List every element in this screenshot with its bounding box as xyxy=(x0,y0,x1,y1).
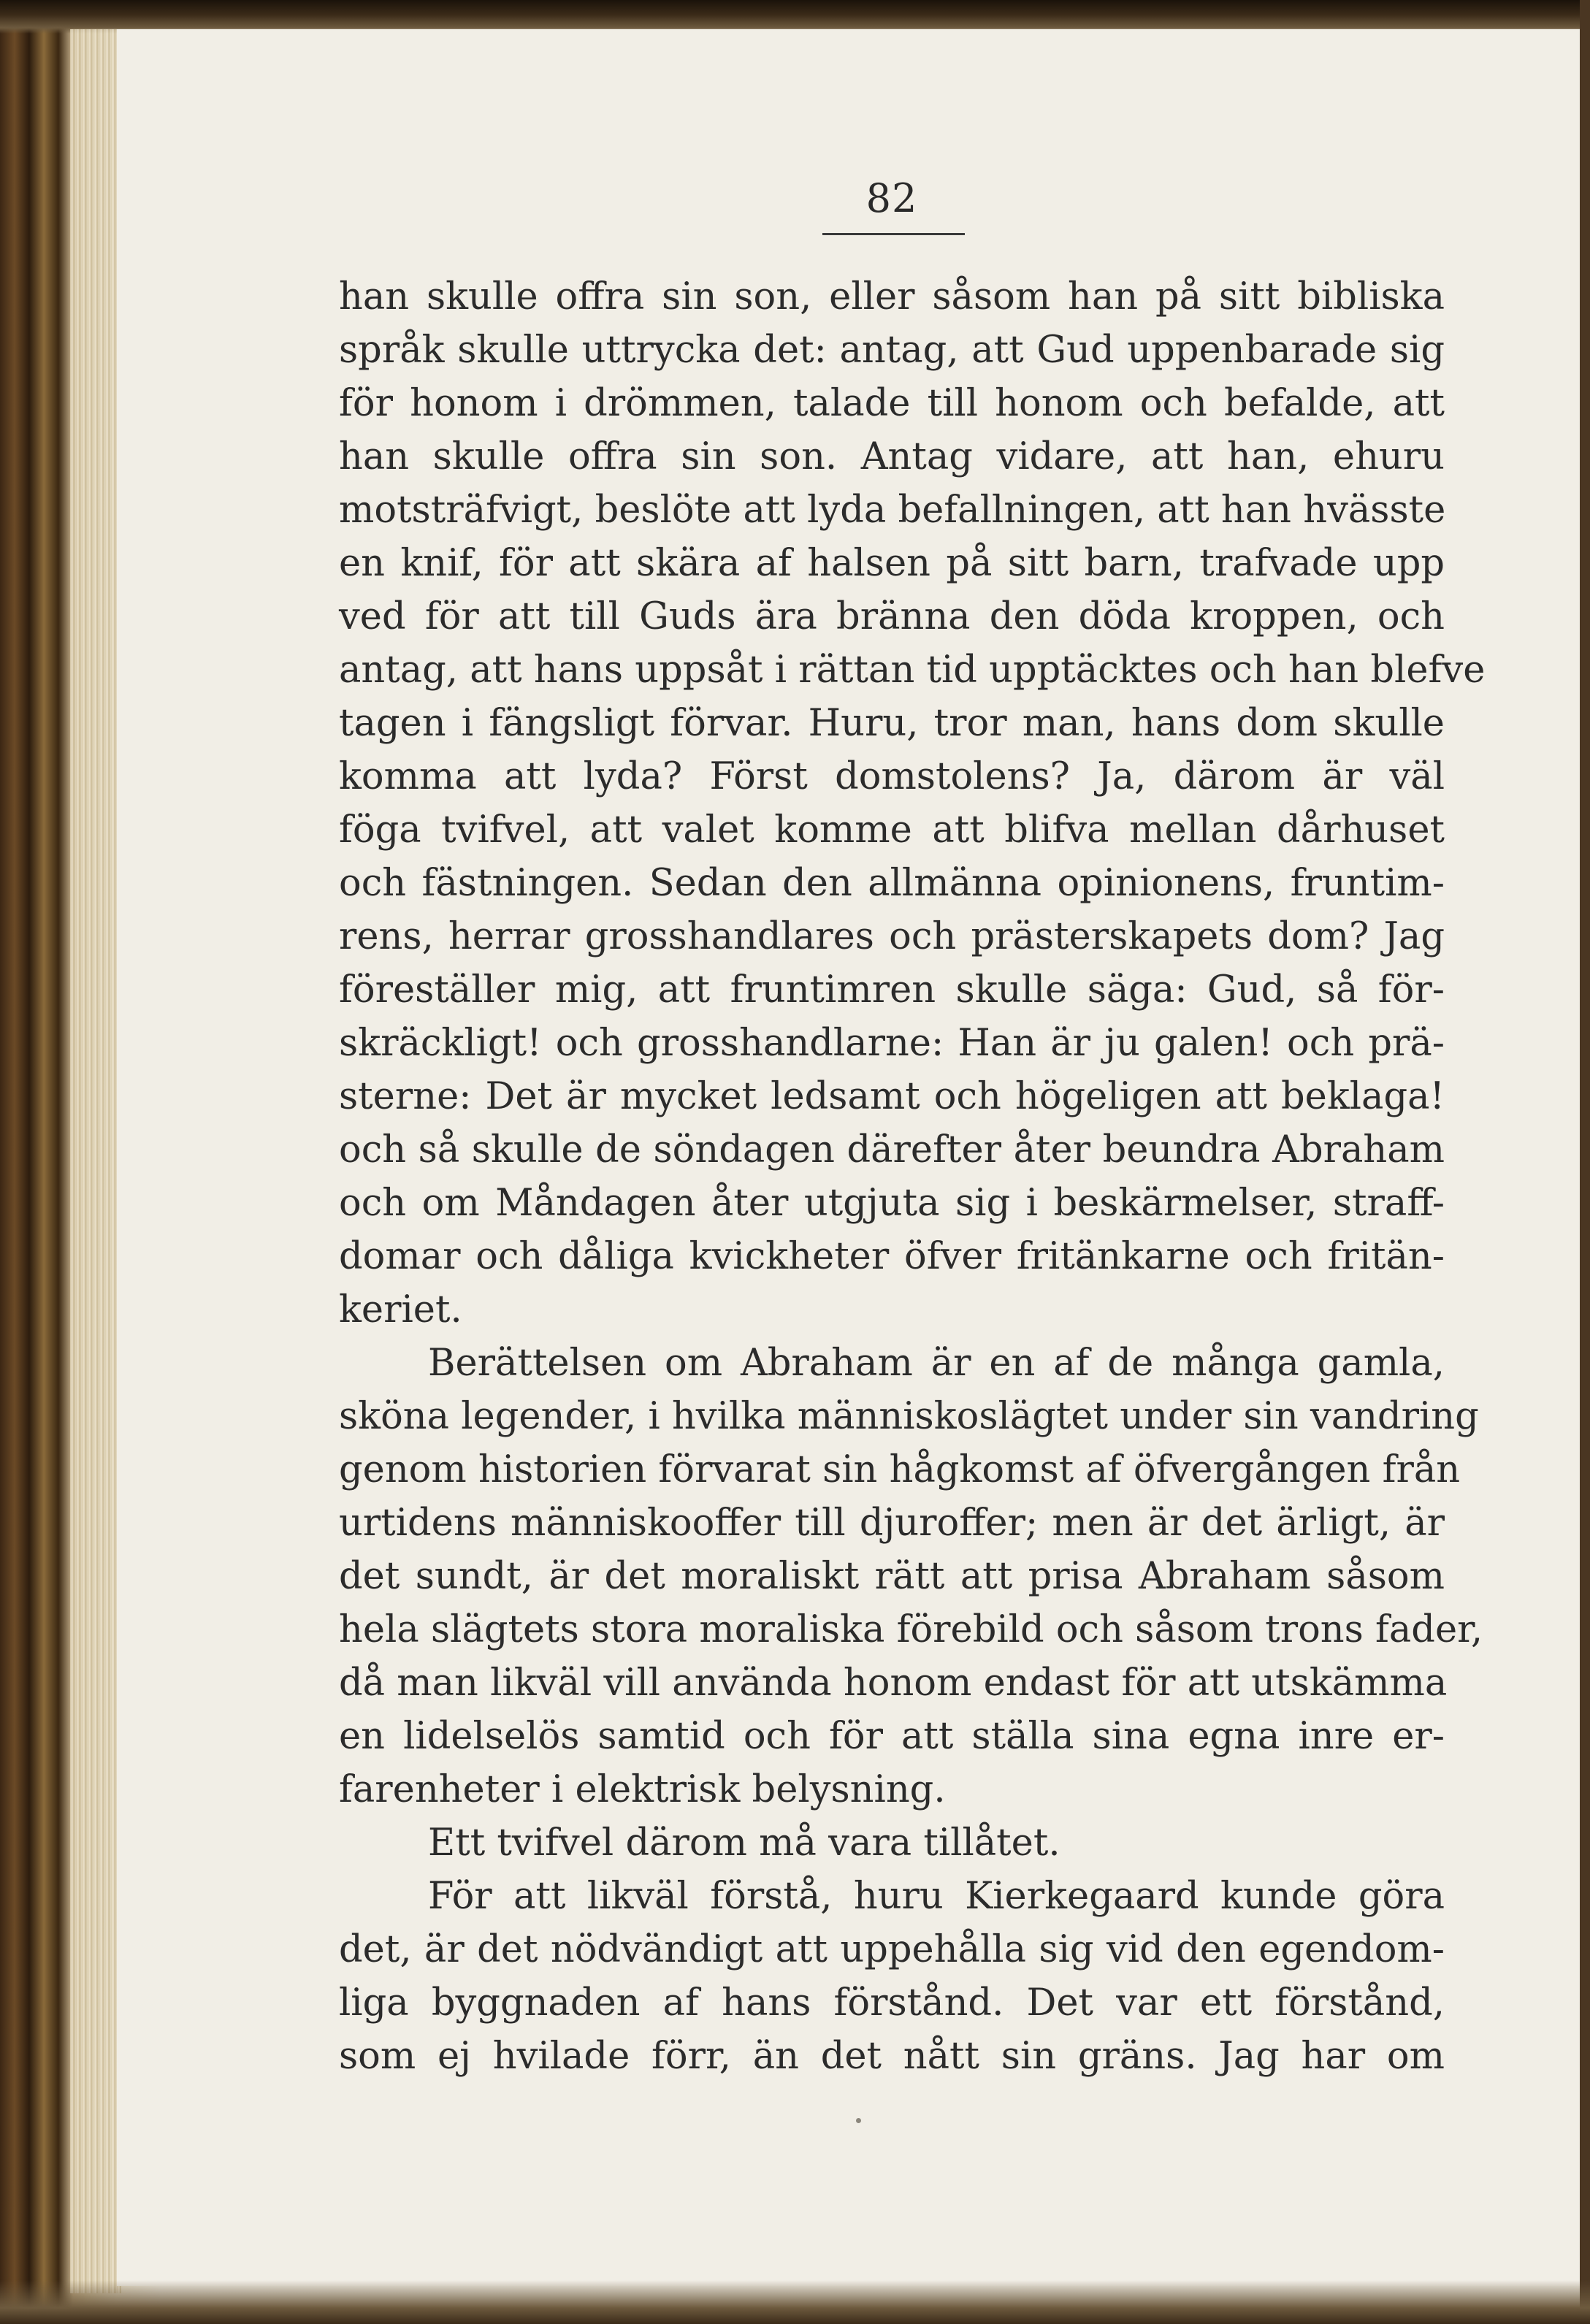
text-line: motsträfvigt, beslöte att lyda befallningen, att han hvässte xyxy=(339,489,1446,532)
text-line: farenheter i elektrisk belysning. xyxy=(339,1768,946,1811)
text-line: och om Måndagen åter utgjuta sig i beskärmelser, straff- xyxy=(339,1182,1445,1225)
text-line: Ett tvifvel därom må vara tillåtet. xyxy=(428,1822,1060,1865)
text-line: keriet. xyxy=(339,1288,462,1331)
text-line: han skulle offra sin son, eller såsom han på sitt bibliska xyxy=(339,275,1445,318)
text-line: en knif, för att skära af halsen på sitt barn, trafvade upp xyxy=(339,542,1445,585)
text-line: liga byggnaden af hans förstånd. Det var ett förstånd, xyxy=(339,1981,1445,2025)
text-line: Berättelsen om Abraham är en af de många gamla, xyxy=(428,1342,1445,1385)
text-line: komma att lyda? Först domstolens? Ja, därom är väl xyxy=(339,755,1445,798)
text-line: antag, att hans uppsåt i rättan tid upptäcktes och han blefve xyxy=(339,649,1486,692)
page-number: 82 xyxy=(865,175,918,221)
text-line: språk skulle uttrycka det: antag, att Gud uppenbarade sig xyxy=(339,329,1445,372)
text-line: domar och dåliga kvickheter öfver fritänkarne och fritän- xyxy=(339,1235,1445,1278)
text-line: och fästningen. Sedan den allmänna opinionens, fruntim- xyxy=(339,862,1445,905)
text-line: genom historien förvarat sin hågkomst af öfvergången från xyxy=(339,1448,1461,1491)
text-line: och så skulle de söndagen därefter åter beundra Abraham xyxy=(339,1128,1445,1171)
text-line: det, är det nödvändigt att uppehålla sig vid den egendom- xyxy=(339,1928,1445,1971)
text-line: rens, herrar grosshandlares och prästerskapets dom? Jag xyxy=(339,915,1445,958)
page-number-rule xyxy=(822,233,965,235)
paper-speck xyxy=(856,2118,861,2123)
text-line: sköna legender, i hvilka människoslägtet under sin vandring xyxy=(339,1395,1479,1438)
text-line: hela slägtets stora moraliska förebild och såsom trons fader, xyxy=(339,1608,1483,1651)
text-line: urtidens människooffer till djuroffer; men är det ärligt, är xyxy=(339,1502,1445,1545)
page-edges xyxy=(70,29,121,2293)
text-line: För att likväl förstå, huru Kierkegaard kunde göra xyxy=(428,1875,1445,1918)
text-line: ved för att till Guds ära bränna den döda kroppen, och xyxy=(339,595,1445,638)
text-line: som ej hvilade förr, än det nått sin gräns. Jag har om xyxy=(339,2035,1445,2078)
text-line: föreställer mig, att fruntimren skulle säga: Gud, så för- xyxy=(339,968,1445,1012)
text-line: för honom i drömmen, talade till honom och befalde, att xyxy=(339,382,1445,425)
book-bottom-edge xyxy=(0,2280,1590,2324)
text-line: sterne: Det är mycket ledsamt och högeligen att beklaga! xyxy=(339,1075,1445,1118)
text-line: en lidelselös samtid och för att ställa sina egna inre er- xyxy=(339,1715,1445,1758)
text-line: det sundt, är det moraliskt rätt att prisa Abraham såsom xyxy=(339,1555,1445,1598)
text-line: han skulle offra sin son. Antag vidare, att han, ehuru xyxy=(339,435,1445,478)
book-right-edge xyxy=(1580,0,1590,2324)
text-line: föga tvifvel, att valet komme att blifva mellan dårhuset xyxy=(339,809,1445,852)
text-line: skräckligt! och grosshandlarne: Han är ju galen! och prä- xyxy=(339,1022,1445,1065)
text-line: då man likväl vill använda honom endast för att utskämma xyxy=(339,1662,1448,1705)
text-line: tagen i fängsligt förvar. Huru, tror man, hans dom skulle xyxy=(339,702,1445,745)
body-text xyxy=(339,270,1486,2083)
